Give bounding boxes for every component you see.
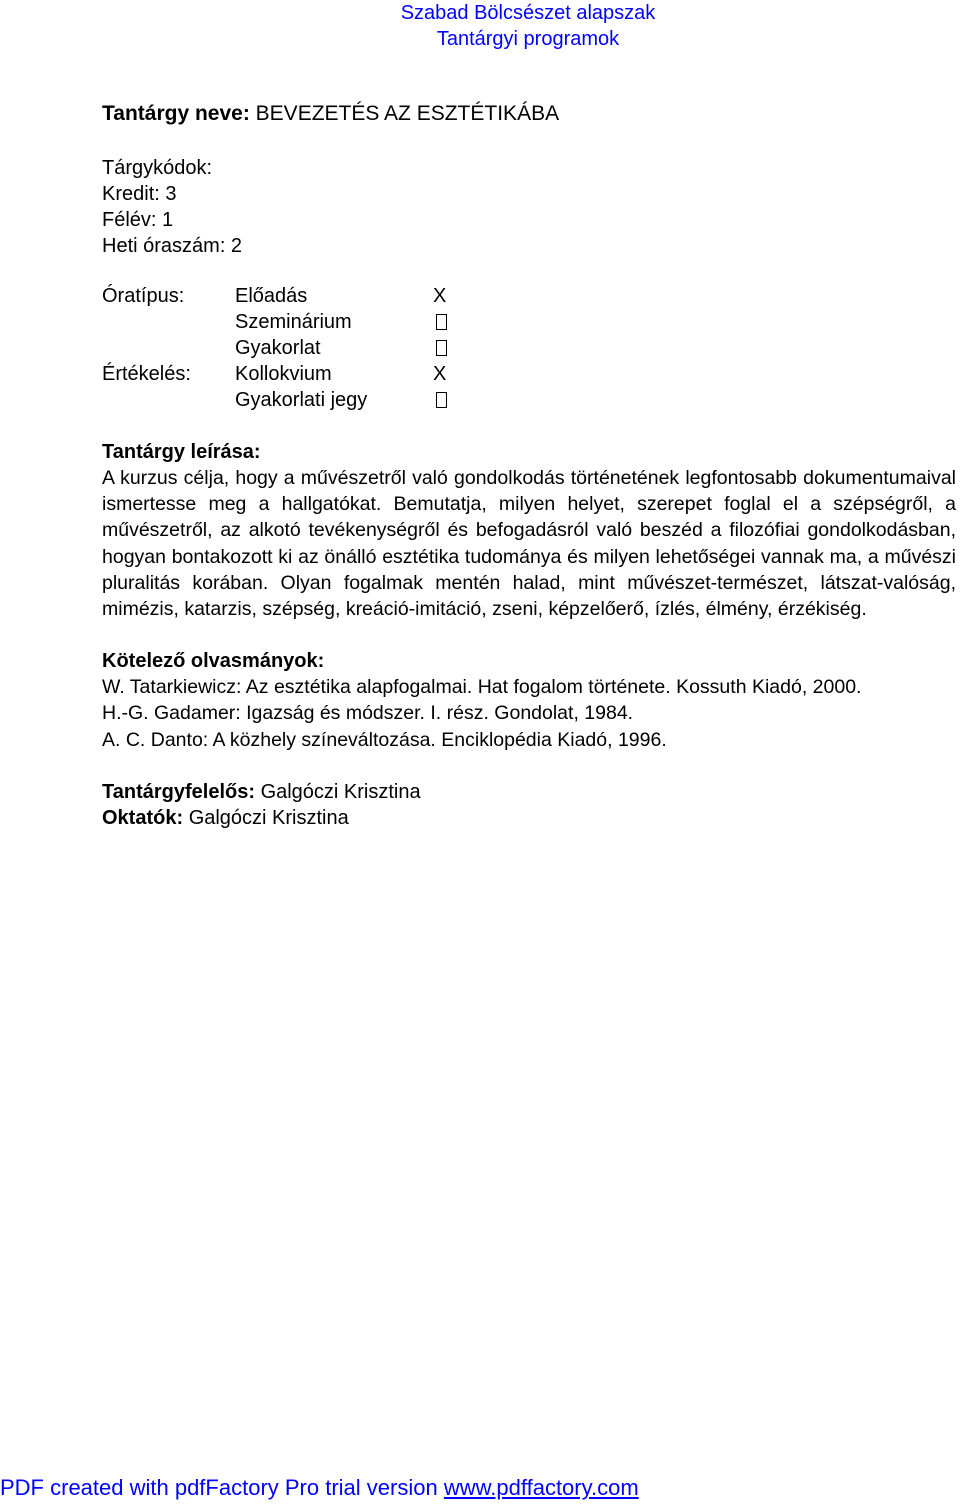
class-type-label: Óratípus: [102, 285, 185, 307]
course-credit: Kredit: 3 [102, 183, 177, 205]
instructors-row [102, 805, 956, 831]
reading-item: A. C. Danto: A közhely színeváltozása. Enciklopédia Kiadó, 1996. [102, 728, 667, 751]
course-semester: Félév: 1 [102, 209, 174, 231]
type-mark [433, 309, 473, 335]
description-paragraph: A kurzus célja, hogy a művészetről való gondolkodás történetének legfontosabb dokumentumaival ismertesse meg a hallgatókat. Bemutatja, milyen helyet, szerepet foglal el a szépségről, a művészetről, az alkotó tevékenységről és befogadásról való beszéd a filozófiai gondolkodásban, hogyan bontakozott ki az önálló esztétika tudománya és milyen lehetőségei vannak ma, a művészi pluralitás korában. Olyan fogalmak mentén halad, mint művészet-természet, látszat-valóság, mimézis, katarzis, szépség, kreáció-imitáció, zseni, képzelőerő, ízlés, élmény, érzékiség. [102, 467, 956, 621]
type-mark: X [433, 363, 447, 385]
class-type-table [102, 283, 956, 413]
empty-cell [102, 387, 235, 413]
course-weekly-hours: Heti óraszám: 2 [102, 235, 243, 257]
program-name: Szabad Bölcsészet alapszak [400, 2, 656, 24]
type-item: Gyakorlat [235, 337, 321, 359]
course-name-label: Tantárgy neve: [102, 102, 250, 125]
program-subtitle: Tantárgyi programok [436, 28, 620, 50]
instructors-value: Galgóczi Krisztina [188, 806, 349, 829]
description-title: Tantárgy leírása: [102, 441, 261, 463]
course-content [102, 100, 956, 831]
course-details [102, 155, 956, 259]
evaluation-label: Értékelés: [102, 363, 191, 385]
type-mark [433, 387, 473, 413]
reading-item: H.-G. Gadamer: Igazság és módszer. I. rész. Gondolat, 1984. [102, 702, 634, 725]
document-header [353, 0, 703, 52]
course-codes: Tárgykódok: [102, 157, 213, 179]
empty-checkbox-icon [436, 340, 447, 356]
responsible-row [102, 779, 956, 805]
reading-item: W. Tatarkiewicz: Az esztétika alapfogalmai. Hat fogalom története. Kossuth Kiadó, 2000. [102, 676, 862, 699]
course-title-row [102, 100, 956, 128]
course-name-value: BEVEZETÉS AZ ESZTÉTIKÁBA [255, 102, 560, 125]
readings-list [102, 674, 956, 753]
empty-cell [102, 309, 235, 335]
readings-title: Kötelező olvasmányok: [102, 650, 325, 673]
type-item: Kollokvium [235, 363, 332, 385]
pdf-footer [0, 1474, 639, 1502]
instructors-label: Oktatók: [102, 806, 184, 829]
responsible-value: Galgóczi Krisztina [260, 780, 421, 803]
footer-text: PDF created with pdfFactory Pro trial version [0, 1475, 438, 1500]
type-mark: X [433, 285, 447, 307]
responsible-label: Tantárgyfelelős: [102, 780, 255, 803]
type-item: Szeminárium [235, 311, 352, 333]
description-text [102, 465, 956, 622]
type-mark [433, 335, 473, 361]
type-item: Gyakorlati jegy [235, 389, 368, 411]
footer-link[interactable]: www.pdffactory.com [443, 1475, 639, 1500]
empty-checkbox-icon [436, 392, 447, 408]
empty-checkbox-icon [436, 314, 447, 330]
empty-cell [102, 335, 235, 361]
type-item: Előadás [235, 285, 308, 307]
